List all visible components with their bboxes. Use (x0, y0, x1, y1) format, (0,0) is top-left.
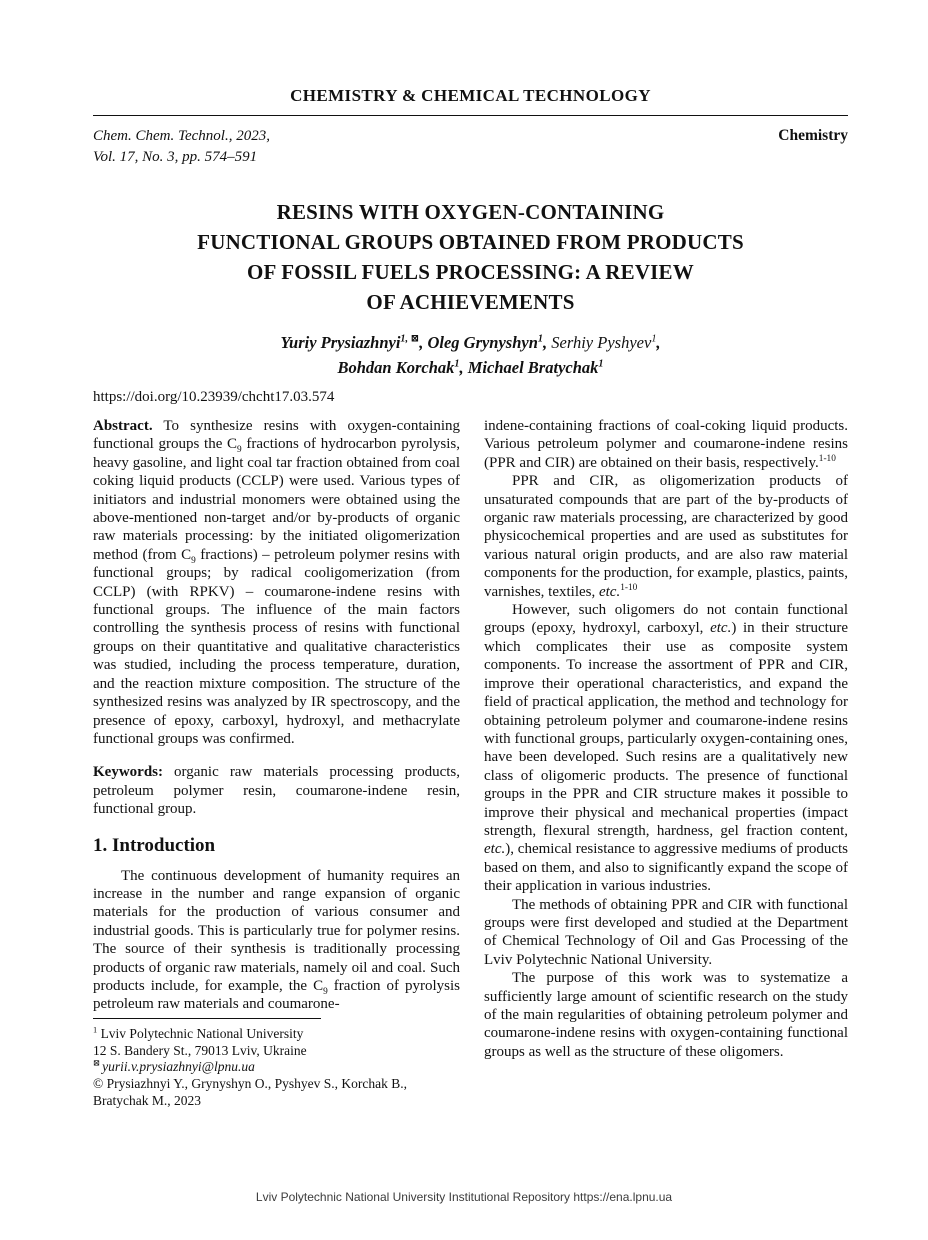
repository-footer (0, 1190, 928, 1204)
page-content (93, 0, 848, 1110)
article-title-line-2: FUNCTIONAL GROUPS OBTAINED FROM PRODUCTS (197, 230, 744, 254)
footnote-block (93, 1014, 460, 1110)
body-paragraph-continuation: indene-containing fractions of coal-coking liquid products. Various petroleum polymer and coumarone-indene resins (PPR and CIR) are obtained on their basis, respectively.$^{1-10}$ (484, 418, 848, 471)
article-title (93, 197, 848, 317)
authors-block (93, 330, 848, 380)
column-gap (460, 417, 484, 1110)
footnote-email: ⊠ yurii.v.prysiazhnyi@lpnu.ua (93, 1058, 255, 1075)
right-column (484, 417, 848, 1110)
body-paragraph-2: PPR and CIR, as oligomerization products of unsaturated compounds that are part of the by-products of organic raw materials processing, are characterized by good physicochemical properties and are used as substitutes for various natural origin products, and are also raw material components for the production, for example, plastics, paints, varnishes, textiles, etc.$^{1-10}$ (484, 473, 848, 600)
citation-line-2: Vol. 17, No. 3, pp. 574–591 (93, 149, 258, 165)
introduction-paragraph: The continuous development of humanity requires an increase in the number and range expansion of organic materials for the production of various consumer and industrial goods. This is particularly true for polymer resins. The source of their synthesis is traditionally processing products of organic raw materials, namely oil and coal. Such products include, for example, the $C_9$ fraction of pyrolysis petroleum raw materials and coumarone- (93, 867, 461, 1013)
journal-title: CHEMISTRY & CHEMICAL TECHNOLOGY (290, 86, 651, 105)
footnote-rule (93, 1018, 321, 1019)
repository-footer-text: Lviv Polytechnic National University Institutional Repository https://ena.lpnu.ua (255, 1190, 673, 1204)
abstract-paragraph: Abstract. To synthesize resins with oxygen-containing functional groups the $C_9$ fractions of hydrocarbon pyrolysis, heavy gasoline, and light coal tar fraction obtained from coal coking liquid products (CCLP) were used. Various types of initiators and industrial monomers were obtained using the above-mentioned non-target and/or by-products of organic raw materials processing: by the initiated oligomerization method (from $C_9$ fractions) – petroleum polymer resins with functional groups; by radical cooligomerization (from CCLP) (with RPKV) – coumarone-indene resins with functional groups. The influence of the main factors controlling the synthesis process of resins with functional groups on their quantitative and qualitative characteristics was studied, including the process temperature, duration, and the reaction mixture composition. The structure of the synthesized resins was analyzed by IR spectroscopy, and the presence of epoxy, carboxyl, hydroxyl, and methacrylate functional groups was confirmed. (93, 418, 460, 747)
header-rule (93, 115, 848, 116)
body-paragraph-5: The purpose of this work was to systematize a sufficiently large amount of scientific research on the study of the main regularities of obtaining petroleum polymer and coumarone-indene resins with oxygen-containing functional groups as well as the structure of these oligomers. (484, 970, 848, 1060)
doi-link: https://doi.org/10.23939/chcht17.03.574 (93, 389, 335, 405)
citation-block (93, 126, 270, 168)
left-column (93, 417, 460, 1110)
footnote-copyright-line-1: © Prysiazhnyi Y., Grynyshyn O., Pyshyev S., Korchak B., (93, 1076, 408, 1092)
introduction-heading: 1. Introduction (93, 834, 216, 856)
journal-header (93, 86, 848, 168)
journal-meta-row (93, 126, 848, 168)
article-title-line-3: OF FOSSIL FUELS PROCESSING: A REVIEW (247, 260, 694, 284)
article-title-line-1: RESINS WITH OXYGEN-CONTAINING (276, 200, 665, 224)
footnote-affiliation: $^1$ Lviv Polytechnic National University (93, 1025, 304, 1041)
footnote-address: 12 S. Bandery St., 79013 Lviv, Ukraine (93, 1042, 307, 1058)
keywords-paragraph: Keywords: organic raw materials processing products, petroleum polymer resin, coumarone-indene resin, functional group. (93, 764, 460, 818)
body-paragraph-3: However, such oligomers do not contain functional groups (epoxy, hydroxyl, carboxyl, etc.) in their structure which complicates their use as composite system components. To increase the assortment of PPR and CIR, improve their operational characteristics, and expand the field of practical application, the method and technology for obtaining petroleum polymer and coumarone-indene resins with functional groups, particularly oxygen-containing ones, have been developed. Such resins are a qualitatively new class of oligomeric products. The presence of functional groups in the PPR and CIR structure makes it possible to improve their physical and mechanical properties (impact strength, flexural strength, hardness, gel fraction content, etc.), chemical resistance to aggressive mediums of products based on them, and also to significantly expand the scope of their application in various industries. (484, 602, 848, 895)
footnote-copyright-line-2: Bratychak M., 2023 (93, 1092, 201, 1108)
body-paragraph-4: The methods of obtaining PPR and CIR with functional groups were first developed and studied at the Department of Chemical Technology of Oil and Gas Processing of the Lviv Polytechnic National University. (484, 896, 848, 968)
journal-section-label: Chemistry (778, 127, 848, 144)
authors-line-1: Yuriy Prysiazhnyi$^{1, ⊠}$, Oleg Grynyshyn$^1$, Serhiy Pyshyev$^1$, (280, 333, 661, 352)
article-body (93, 417, 848, 1110)
article-title-line-4: OF ACHIEVEMENTS (366, 290, 575, 314)
authors-line-2: Bohdan Korchak$^1$, Michael Bratychak$^1$ (337, 358, 604, 377)
citation-line-1: Chem. Chem. Technol., 2023, (93, 128, 270, 144)
